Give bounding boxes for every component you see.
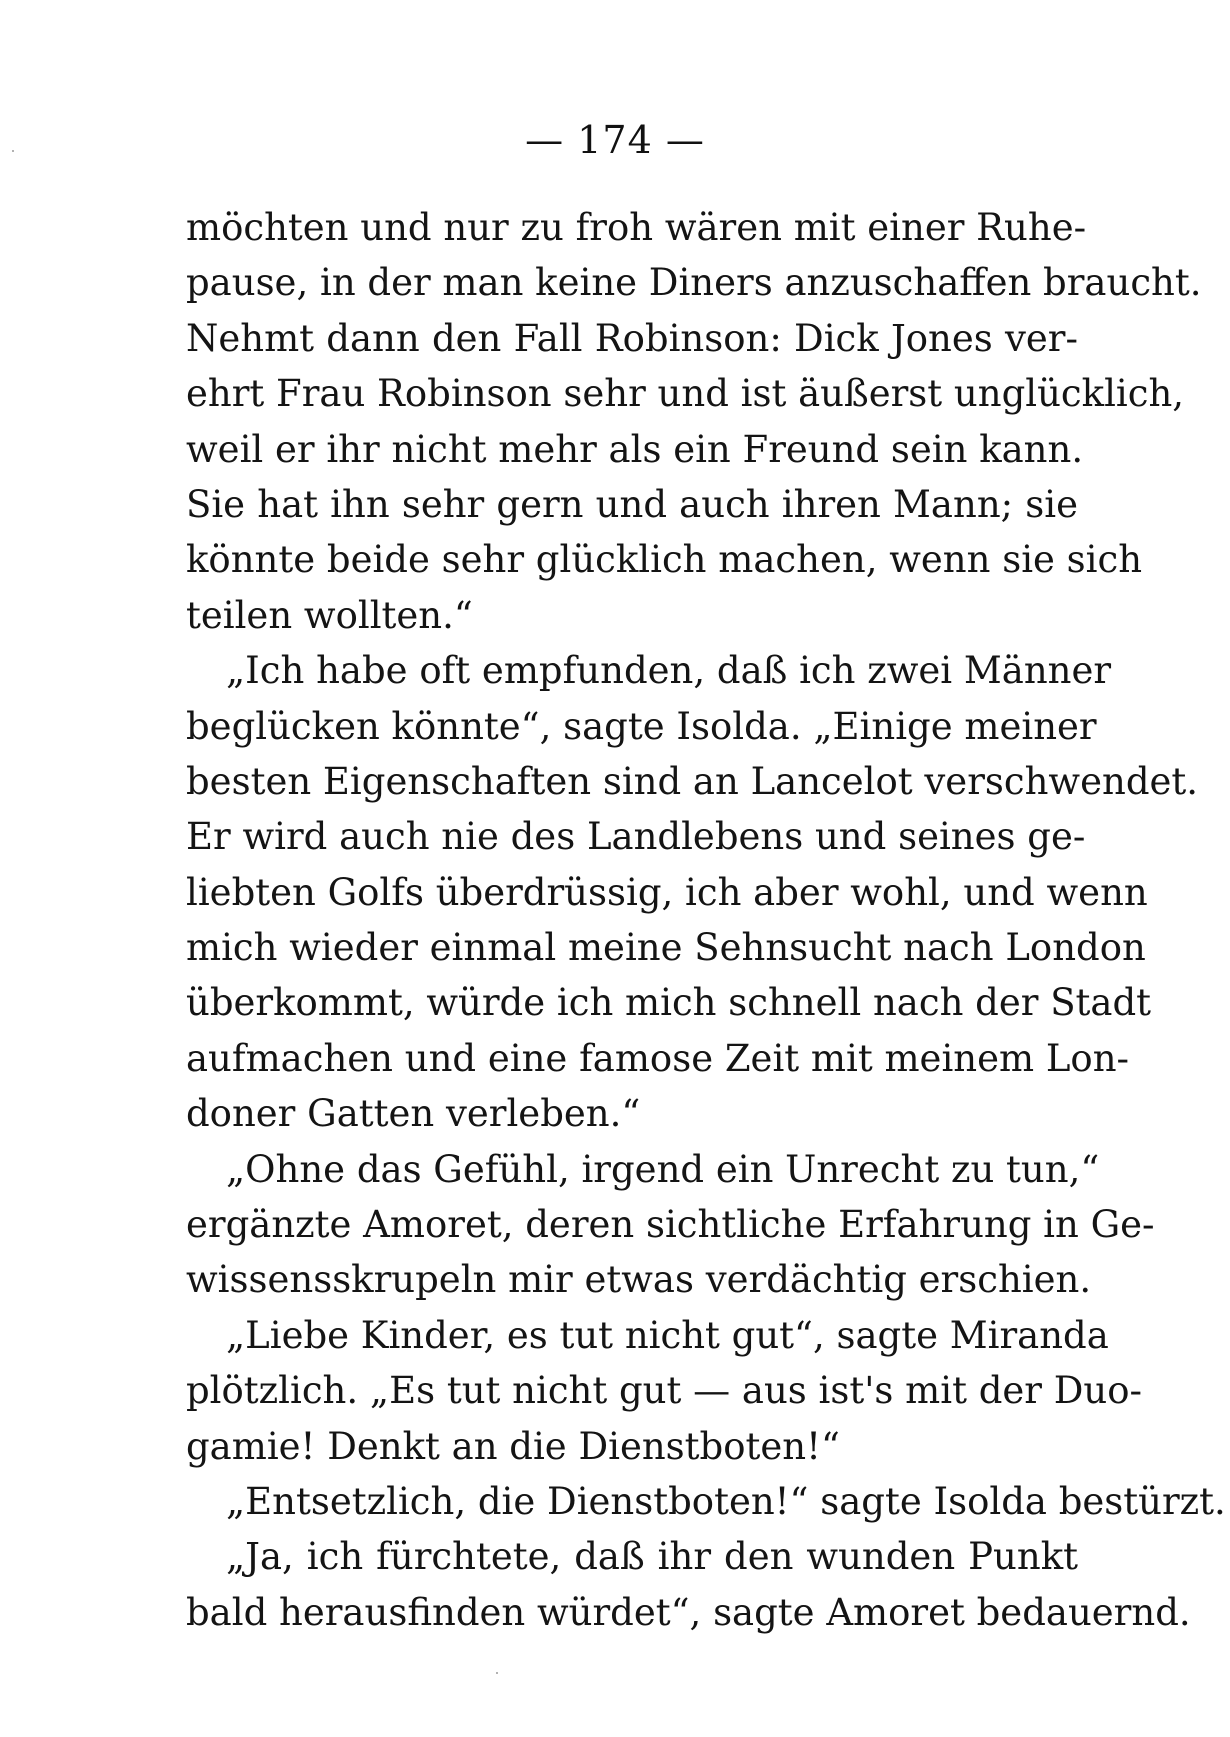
text-line: aufmachen und eine famose Zeit mit meinem Lon- [186,1036,1130,1080]
text-line: könnte beide sehr glücklich machen, wenn sie sich [186,538,1143,582]
text-line: mich wieder einmal meine Sehnsucht nach London [186,926,1146,970]
text-line: Nehmt dann den Fall Robinson: Dick Jones ver- [186,316,1078,360]
text-line: bald herausfinden würdet“, sagte Amoret bedauernd. [186,1590,1191,1634]
text-line: ergänzte Amoret, deren sichtliche Erfahrung in Ge- [186,1203,1155,1247]
text-line: „Ich habe oft empfunden, daß ich zwei Männer [226,649,1112,693]
text-line: Sie hat ihn sehr gern und auch ihren Mann; sie [186,482,1078,526]
text-line: doner Gatten verleben.“ [186,1092,641,1136]
text-line: beglücken könnte“, sagte Isolda. „Einige meiner [186,704,1097,748]
text-line: besten Eigenschaften sind an Lancelot verschwendet. [186,759,1199,803]
text-line: wissensskrupeln mir etwas verdächtig erschien. [186,1258,1092,1302]
paper-speck [496,1672,498,1674]
text-line: Er wird auch nie des Landlebens und seines ge- [186,815,1086,859]
text-line: gamie! Denkt an die Dienstboten!“ [186,1424,840,1468]
text-line: plötzlich. „Es tut nicht gut — aus ist's mit der Duo- [186,1369,1143,1413]
text-line: „Liebe Kinder, es tut nicht gut“, sagte Miranda [226,1313,1109,1357]
text-line: „Ja, ich fürchtete, daß ihr den wunden Punkt [226,1535,1078,1579]
text-line: weil er ihr nicht mehr als ein Freund sein kann. [186,427,1084,471]
page-number: — 174 — [525,118,705,162]
text-line: überkommt, würde ich mich schnell nach der Stadt [186,981,1152,1025]
text-line: liebten Golfs überdrüssig, ich aber wohl, und wenn [186,870,1148,914]
paper-speck [12,150,14,152]
text-line: möchten und nur zu froh wären mit einer Ruhe- [186,206,1087,249]
text-line: teilen wollten.“ [186,593,473,637]
text-line: „Entsetzlich, die Dienstboten!“ sagte Isolda bestürzt. [226,1479,1226,1523]
text-line: „Ohne das Gefühl, irgend ein Unrecht zu tun,“ [226,1147,1100,1191]
text-line: pause, in der man keine Diners anzuschaffen braucht. [186,261,1202,305]
body-text [186,200,1226,1640]
text-line: ehrt Frau Robinson sehr und ist äußerst unglücklich, [186,372,1185,416]
